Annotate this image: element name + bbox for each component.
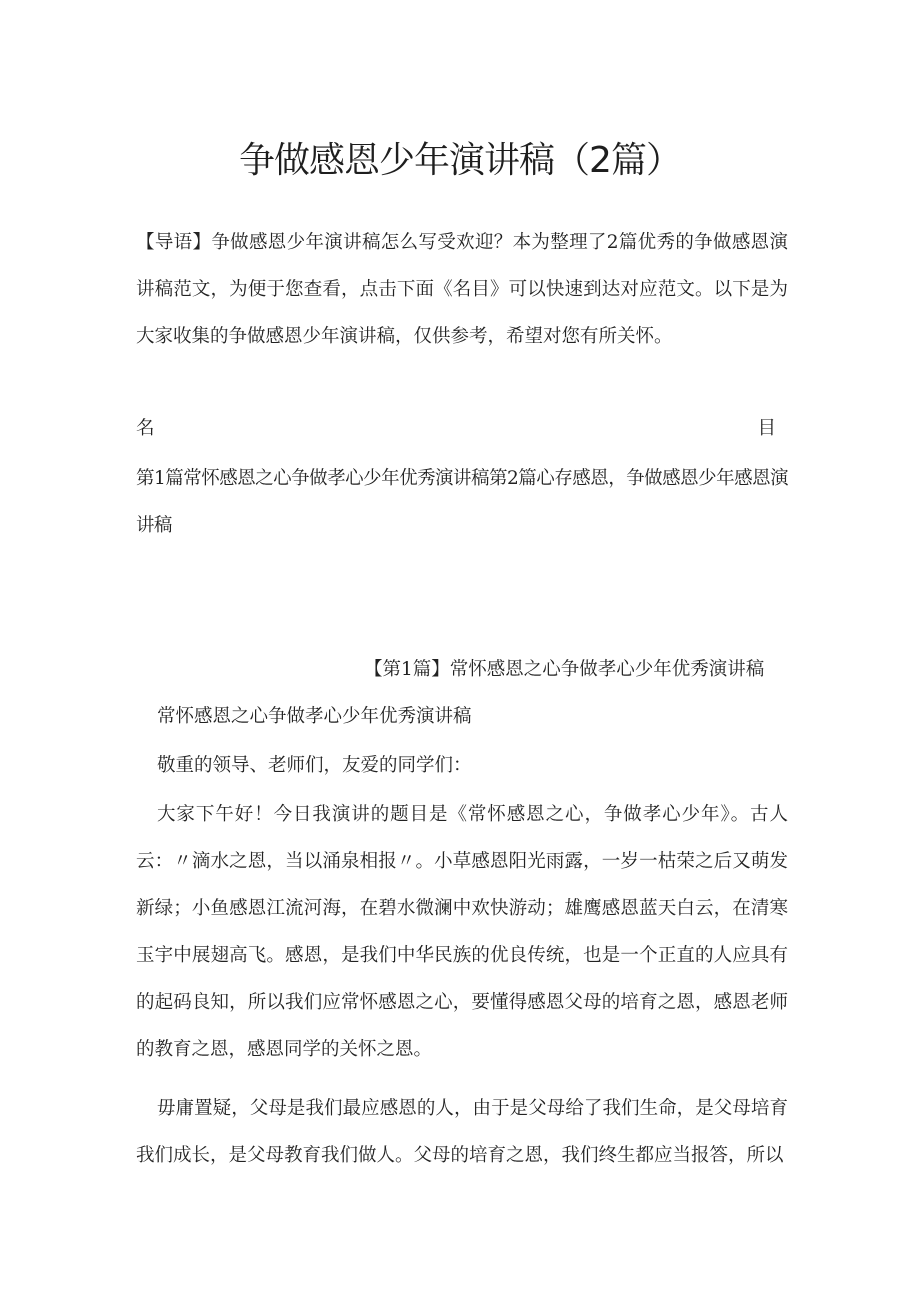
toc-heading-right: 目 xyxy=(757,418,776,439)
toc-entries[interactable]: 第1篇常怀感恩之心争做孝心少年优秀演讲稿第2篇心存感恩，争做感恩少年感恩演讲稿 xyxy=(136,468,788,536)
section-subtitle: 常怀感恩之心争做孝心少年优秀演讲稿 xyxy=(157,706,472,727)
greeting-line: 敬重的领导、老师们，友爱的同学们： xyxy=(157,755,472,776)
toc-heading xyxy=(136,409,776,449)
document-title: 争做感恩少年演讲稿（2篇） xyxy=(239,140,681,181)
body-paragraph: 毋庸置疑，父母是我们最应感恩的人，由于是父母给了我们生命，是父母培育我们成长，是父母教育我们做人。父母的培育之恩，我们终生都应当报答，所以 xyxy=(136,1098,788,1166)
section-heading: 【第1篇】常怀感恩之心争做孝心少年优秀演讲稿 xyxy=(364,659,765,680)
body-paragraph: 大家下午好！今日我演讲的题目是《常怀感恩之心，争做孝心少年》。古人云：〃滴水之恩，当以涌泉相报〃。小草感恩阳光雨露，一岁一枯荣之后又萌发新绿；小鱼感恩江流河海，在碧水微澜中欢快游动；雄鹰感恩蓝天白云，在清寒玉宇中展翅高飞。感恩，是我们中华民族的优良传统，也是一个正直的人应具有的起码良知，所以我们应常怀感恩之心，要懂得感恩父母的培育之恩，感恩老师的教育之恩，感恩同学的关怀之恩。 xyxy=(136,804,788,1060)
intro-paragraph: 【导语】争做感恩少年演讲稿怎么写受欢迎？本为整理了2篇优秀的争做感恩演讲稿范文，为便于您查看，点击下面《名目》可以快速到达对应范文。以下是为大家收集的争做感恩少年演讲稿，仅供参考，希望对您有所关怀。 xyxy=(136,232,788,347)
toc-heading-left: 名 xyxy=(136,418,155,439)
